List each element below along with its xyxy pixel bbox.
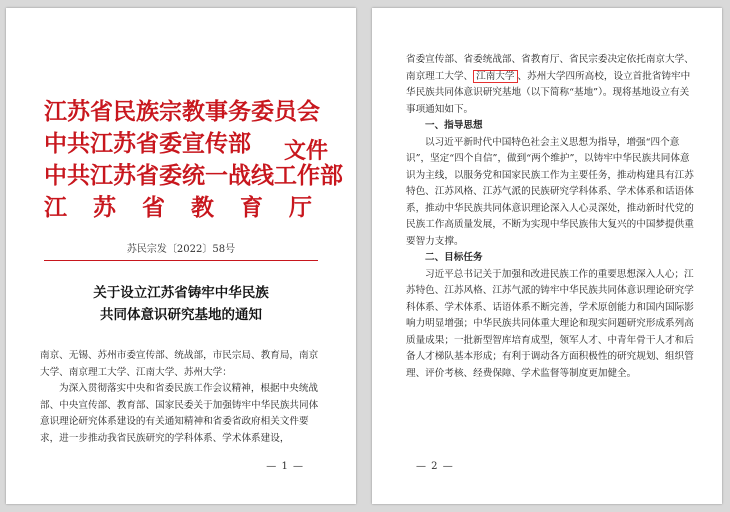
addressee: 南京、无锡、苏州市委宣传部、统战部，市民宗局、教育局，南京大学、南京理工大学、江南大学、苏州大学：: [40, 350, 319, 378]
title-line-1: 关于设立江苏省铸牢中华民族: [93, 285, 269, 301]
continuation-text-post: 、苏州大学四所高校，设立首批省铸牢中华民族共同体意识研究基地（以下简称“基地”）。现将基地设立有关事项通知如下。: [406, 70, 691, 115]
page2-body: [406, 52, 696, 382]
header-suffix: 文件: [284, 138, 329, 164]
authority-line-3: 中共江苏省委统一战线工作部: [44, 162, 343, 189]
intro-paragraph: 为深入贯彻落实中央和省委民族工作会议精神，根据中央统战部、中央宣传部、教育部、国家民委关于加强铸牢中华民族共同体意识理论研究体系建设的有关通知精神和省委省政府相关文件要求，进一步推动我省民族研究的学科体系、学术体系建设，: [40, 383, 319, 444]
page1-body: [40, 348, 324, 447]
document-number: 苏民宗发〔2022〕58号: [126, 244, 236, 255]
highlighted-university: 江南大学: [473, 70, 517, 83]
section-1-heading: 一、指导思想: [425, 120, 483, 131]
document-page-1: [6, 8, 356, 504]
authority-line-2: 中共江苏省委宣传部: [44, 130, 251, 157]
section-2-heading: 二、目标任务: [425, 252, 483, 263]
continuation-text-pre: 省委宣传部、省委统战部、省教育厅、省民宗委决定依托南京大学、南京理工大学、: [406, 54, 694, 82]
page-number-1: — 1 —: [266, 461, 304, 472]
section-1-text: 以习近平新时代中国特色社会主义思想为指导，增强“四个意识”，坚定“四个自信”，做到“两个维护”，以铸牢中华民族共同体意识为主线，以服务党和国家民族工作为主要任务，推动构建具有江苏特色、江苏风格、江苏气派的民族研究学科体系、学术体系和话语体系，推动中华民族共同体意识理论深入人心灵深处，推动新时代党的民族工作高质量发展，不断为实现中华民族伟大复兴的中国梦提供重要智力支撑。: [406, 136, 694, 247]
page-number-2: — 2 —: [416, 461, 454, 472]
red-divider-line: [44, 260, 318, 261]
authority-line-4: 江 苏 省 教 育 厅: [44, 194, 322, 221]
continuation-paragraph: [406, 52, 696, 118]
document-page-2: [372, 8, 722, 504]
authority-line-1: 江苏省民族宗教事务委员会: [44, 98, 320, 125]
notice-title: [26, 282, 336, 326]
title-line-2: 共同体意识研究基地的通知: [100, 307, 262, 323]
section-2-text: 习近平总书记关于加强和改进民族工作的重要思想深入人心；江苏特色、江苏风格、江苏气派的铸牢中华民族共同体意识理论研究学科体系、学术体系、话语体系不断完善，学术原创能力和国内国际影响力明显增强；中华民族共同体重大理论和现实问题研究形成系列高质量成果；一批新型智库培育成型，领军人才、中青年骨干人才和后备人才梯队基本形成；有利于调动各方面积极性的研究规划、组织管理、评价考核、经费保障、学术监督等制度更加健全。: [406, 268, 694, 379]
